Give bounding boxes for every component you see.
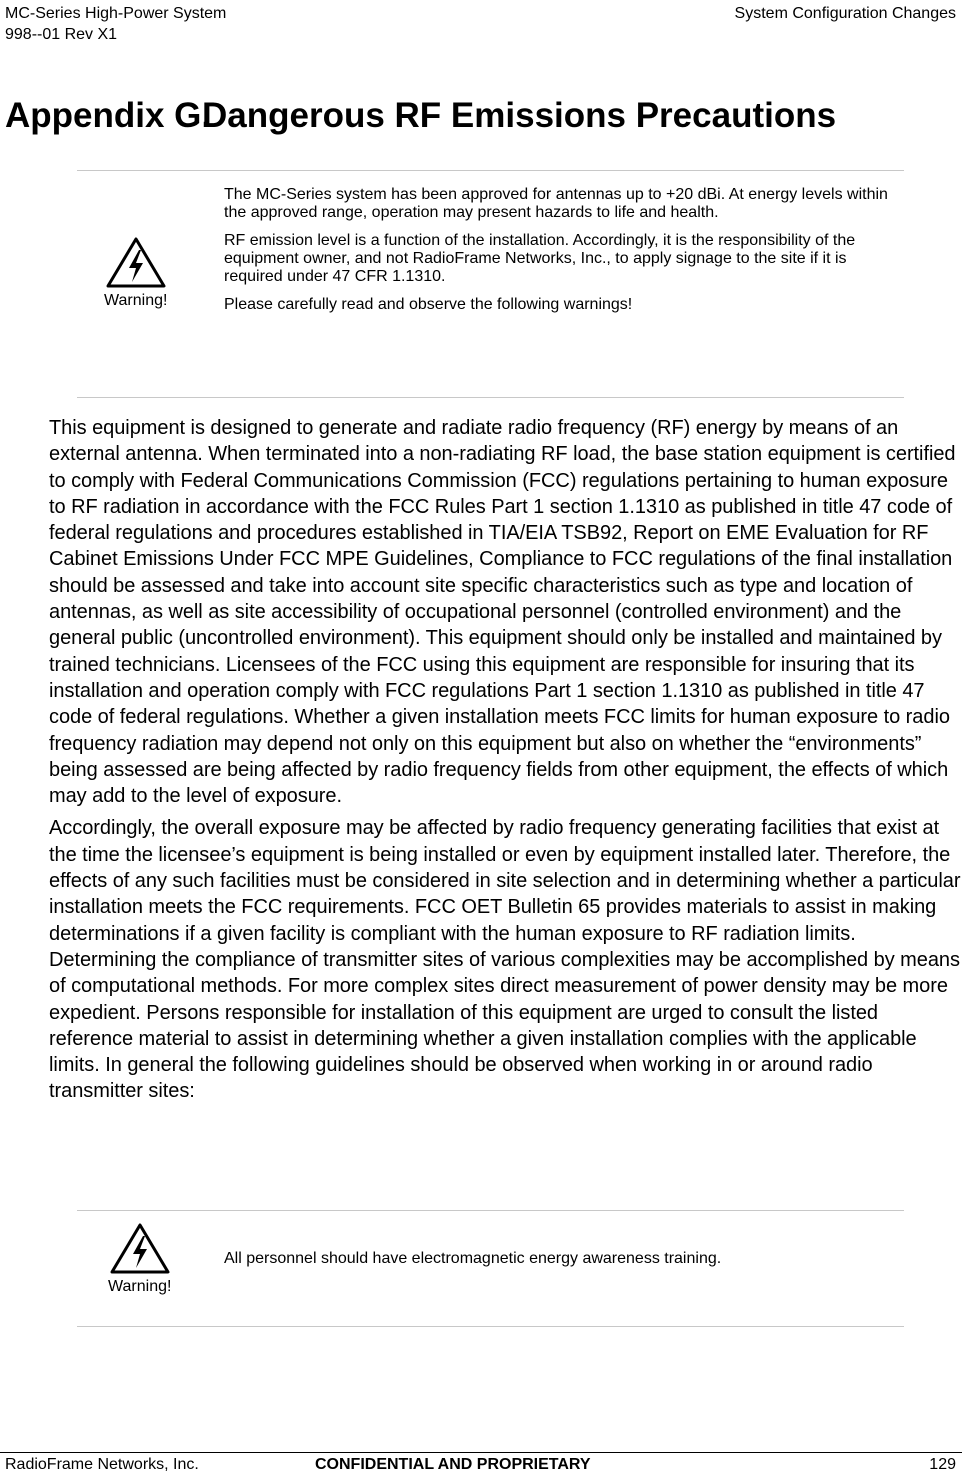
warning-bottom-rule <box>77 1326 904 1327</box>
warning-paragraph: RF emission level is a function of the installation. Accordingly, it is the responsibility of the equipment owner, and not RadioFrame Networks, Inc., to apply signage to the site if it is required under 47 CFR 1.1310. <box>224 232 856 285</box>
header-doc-number: 998--01 Rev X1 <box>5 26 118 43</box>
footer-notice: CONFIDENTIAL AND PROPRIETARY <box>315 1456 591 1473</box>
high-voltage-warning-icon <box>105 236 167 290</box>
running-header-left <box>5 3 226 45</box>
warning-paragraph: The MC-Series system has been approved for antennas up to +20 dBi. At energy levels within the approved range, operation may present hazards to life and health. <box>224 186 888 221</box>
warning-top-rule <box>77 170 904 171</box>
warning-block-2-text <box>224 1250 904 1278</box>
body-paragraph: This equipment is designed to generate and radiate radio frequency (RF) energy by means of an external antenna. When terminated into a non-radiating RF load, the base station equipment is certified to comply with Federal Communications Commission (FCC) regulations pertaining to human exposure to RF radiation in accordance with the FCC Rules Part 1 section 1.1310 as published in title 47 code of federal regulations and procedures established in TIA/EIA TSB92, Report on EME Evaluation for RF Cabinet Emissions Under FCC MPE Guidelines, Compliance to FCC regulations of the final installation should be assessed and take into account site specific characteristics such as type and location of antennas, as well as site accessibility of occupational personnel (controlled environment) and the general public (uncontrolled environment). This equipment should only be installed and maintained by trained technicians. Licensees of the FCC using this equipment are responsible for insuring that its installation and operation comply with FCC regulations Part 1 section 1.1310 as published in title 47 code of federal regulations. Whether a given installation meets FCC limits for human exposure to radio frequency radiation may depend not only on this equipment but also on whether the “environments” being assessed are being affected by radio frequency fields from other equipment, the effects of which may add to the level of exposure. <box>49 417 956 808</box>
warning-block-1-text <box>224 186 904 324</box>
page-title <box>5 94 836 138</box>
warning-label: Warning! <box>108 1278 172 1295</box>
warning-top-rule <box>77 1210 904 1211</box>
high-voltage-warning-icon <box>109 1222 171 1276</box>
footer-rule <box>0 1452 962 1453</box>
warning-paragraph: Please carefully read and observe the following warnings! <box>224 296 633 313</box>
page-number: 129 <box>929 1456 956 1473</box>
body-content <box>49 415 961 1111</box>
appendix-number: Appendix G. <box>5 96 212 135</box>
appendix-title: Dangerous RF Emissions Precautions <box>202 96 837 135</box>
warning-block-2-icon <box>108 1222 171 1296</box>
footer-company: RadioFrame Networks, Inc. <box>5 1456 199 1473</box>
body-paragraph: Accordingly, the overall exposure may be affected by radio frequency generating facilities that exist at the time the licensee’s equipment is being installed or even by equipment installed later. Therefore, the effects of any such facilities must be considered in site selection and in determining whether a particular installation meets the FCC requirements. FCC OET Bulletin 65 provides materials to assist in making determinations if a given facility is compliant with the human exposure to RF radiation limits. Determining the compliance of transmitter sites of various complexities may be accomplished by means of computational methods. For more complex sites direct measurement of power density may be more expedient. Persons responsible for installation of this equipment are urged to consult the listed reference material to assist in determining whether a given installation complies with the applicable limits. In general the following guidelines should be observed when working in or around radio transmitter sites: <box>49 817 961 1103</box>
warning-block-1-icon <box>104 236 167 310</box>
header-section: System Configuration Changes <box>734 5 956 22</box>
warning-paragraph: All personnel should have electromagnetic energy awareness training. <box>224 1250 722 1267</box>
warning-label: Warning! <box>104 292 168 309</box>
warning-bottom-rule <box>77 397 904 398</box>
header-product: MC-Series High-Power System <box>5 5 227 22</box>
